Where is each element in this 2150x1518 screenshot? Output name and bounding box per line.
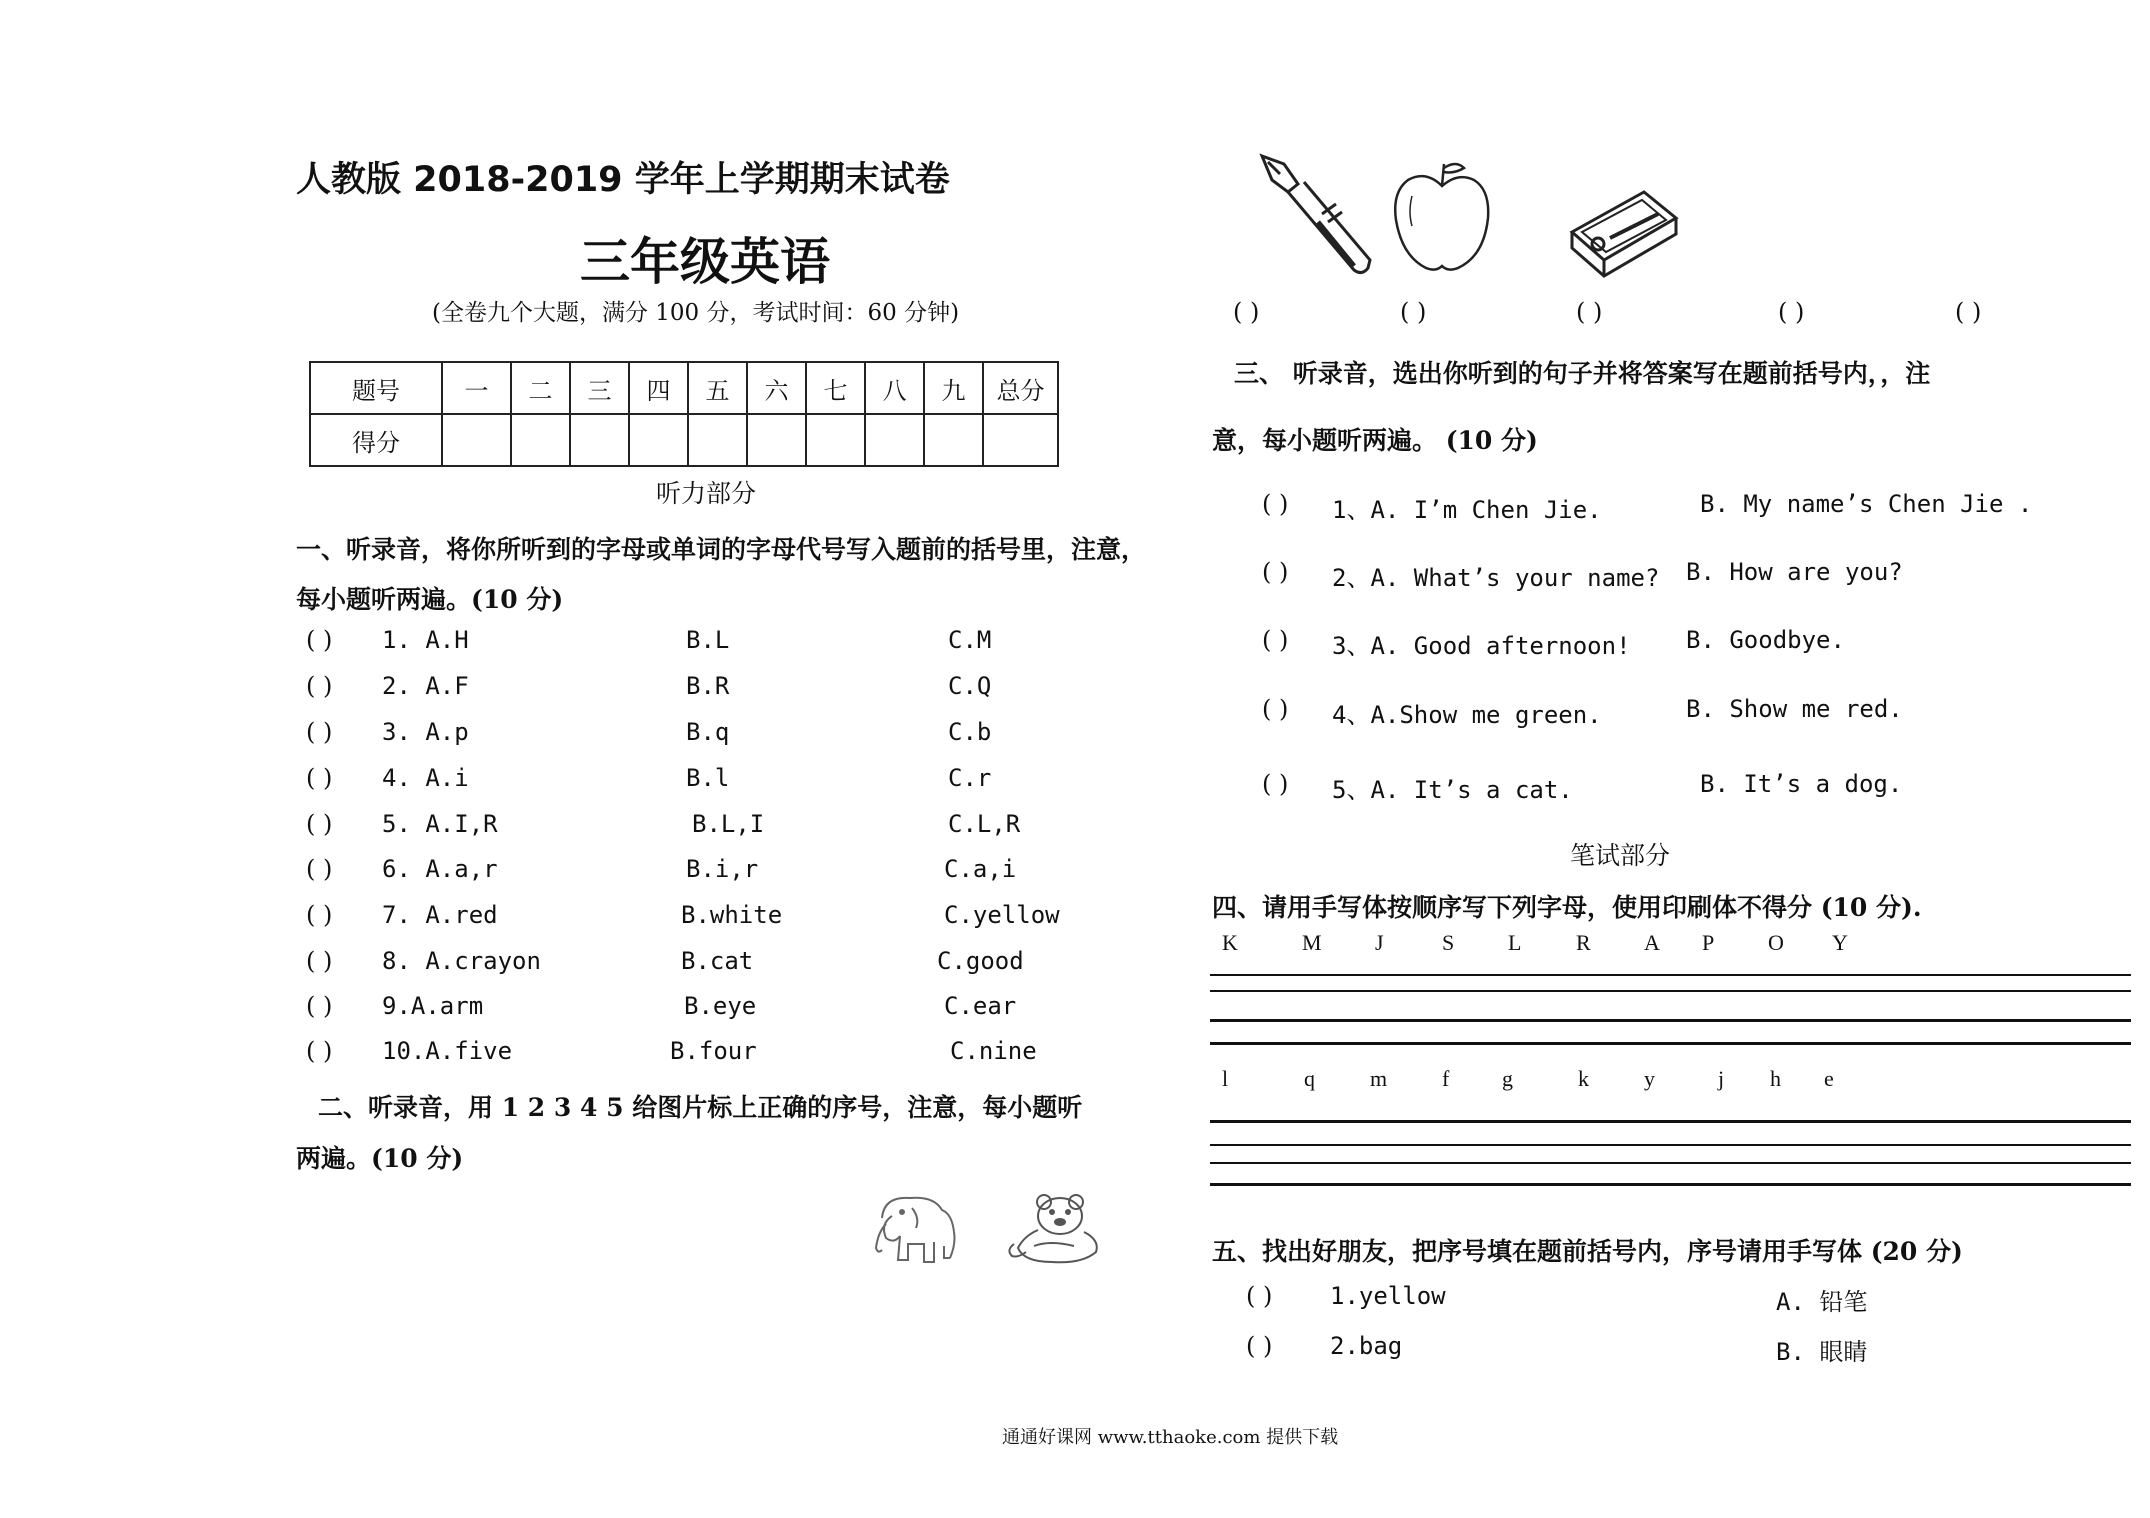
answer-paren[interactable]: ( ) [1246, 1282, 1273, 1310]
lowercase-letter: e [1824, 1066, 1834, 1091]
answer-paren[interactable]: ( ) [1246, 1332, 1273, 1360]
uppercase-letter: M [1302, 930, 1322, 955]
footer-credit: 通通好课网 www.tthaoke.com 提供下载 [1002, 1427, 1339, 1448]
lowercase-letter: m [1370, 1066, 1388, 1091]
option-c: C.r [948, 764, 992, 792]
exam-note: (全卷九个大题，满分 100 分，考试时间：60 分钟) [432, 300, 960, 326]
option-b: B. It’s a dog. [1700, 770, 1903, 798]
option-b: B.l [686, 764, 730, 792]
score-cell: 二 [511, 362, 570, 414]
picture-answer-paren[interactable]: ( ) [1576, 298, 1603, 326]
section2-instruction-line2: 两遍。(10 分) [296, 1144, 464, 1173]
picture-answer-paren[interactable]: ( ) [1955, 298, 1982, 326]
writing-line [1210, 1120, 2131, 1123]
option-b: B.cat [681, 947, 754, 975]
option-c: C.nine [950, 1037, 1037, 1065]
uppercase-letter: J [1375, 930, 1384, 955]
score-cell: 八 [865, 362, 924, 414]
answer-paren[interactable]: ( ) [1262, 558, 1289, 586]
lowercase-letter: y [1644, 1066, 1655, 1091]
writing-line [1210, 1162, 2131, 1164]
score-input-cell[interactable] [747, 414, 806, 466]
answer-paren[interactable]: ( ) [306, 810, 333, 838]
option-b: B.i,r [686, 855, 759, 883]
option-b: B. Goodbye. [1686, 626, 1845, 654]
option-b: B.white [681, 901, 783, 929]
answer-paren[interactable]: ( ) [1262, 770, 1289, 798]
score-input-cell[interactable] [688, 414, 747, 466]
uppercase-letter: L [1508, 930, 1522, 955]
match-right-item: A. 铅笔 [1776, 1288, 1868, 1316]
score-input-cell[interactable] [983, 414, 1058, 466]
exam-subtitle: 三年级英语 [580, 233, 830, 291]
uppercase-letter: A [1644, 930, 1660, 955]
answer-paren[interactable]: ( ) [306, 764, 333, 792]
answer-paren[interactable]: ( ) [306, 672, 333, 700]
score-cell: 五 [688, 362, 747, 414]
picture-answer-paren[interactable]: ( ) [1233, 298, 1260, 326]
lowercase-letter: h [1770, 1066, 1781, 1091]
answer-paren[interactable]: ( ) [1262, 490, 1289, 518]
question-number-option-a: 3. A.p [382, 718, 469, 746]
score-cell: 七 [806, 362, 865, 414]
elephant-picture [872, 1188, 964, 1268]
match-left-item: 1.yellow [1330, 1282, 1446, 1310]
option-a: 5、A. It’s a cat. [1332, 776, 1573, 804]
section1-instruction-line2: 每小题听两遍。(10 分) [296, 585, 564, 614]
uppercase-letter: R [1576, 930, 1591, 955]
picture-answer-paren[interactable]: ( ) [1778, 298, 1805, 326]
uppercase-letter: P [1702, 930, 1715, 955]
question-number-option-a: 9.A.arm [382, 992, 484, 1020]
writing-line [1210, 1183, 2131, 1186]
option-b: B.eye [684, 992, 757, 1020]
uppercase-letter: S [1442, 930, 1455, 955]
answer-paren[interactable]: ( ) [306, 992, 333, 1020]
option-b: B.R [686, 672, 730, 700]
writing-line [1210, 974, 2131, 976]
score-input-cell[interactable] [570, 414, 629, 466]
answer-paren[interactable]: ( ) [1262, 626, 1289, 654]
option-a: 3、A. Good afternoon! [1332, 632, 1631, 660]
section4-instruction: 四、请用手写体按顺序写下列字母，使用印刷体不得分 (10 分). [1212, 893, 1922, 922]
uppercase-letter: Y [1832, 930, 1848, 955]
option-a: 1、A. I’m Chen Jie. [1332, 496, 1602, 524]
answer-paren[interactable]: ( ) [306, 1037, 333, 1065]
pen-picture [1258, 152, 1372, 278]
lowercase-letter: k [1578, 1066, 1589, 1091]
uppercase-letter: K [1222, 930, 1238, 955]
section3-instruction-line2: 意，每小题听两遍。 (10 分) [1212, 426, 1538, 455]
exam-title: 人教版 2018-2019 学年上学期期末试卷 [296, 160, 950, 200]
score-table-score-row [310, 414, 1058, 466]
score-cell: 得分 [310, 414, 442, 466]
bear-picture [1004, 1184, 1106, 1270]
question-number-option-a: 10.A.five [382, 1037, 513, 1065]
answer-paren[interactable]: ( ) [306, 626, 333, 654]
picture-answer-paren[interactable]: ( ) [1400, 298, 1427, 326]
written-header: 笔试部分 [1570, 841, 1671, 870]
option-b: B.four [670, 1037, 757, 1065]
option-c: C.ear [944, 992, 1017, 1020]
option-b: B. How are you? [1686, 558, 1903, 586]
answer-paren[interactable]: ( ) [306, 901, 333, 929]
section3-instruction-line1: 三、 听录音，选出你听到的句子并将答案写在题前括号内，，注 [1234, 359, 1931, 388]
option-b: B.q [686, 718, 730, 746]
answer-paren[interactable]: ( ) [1262, 695, 1289, 723]
apple-picture [1392, 156, 1492, 274]
lowercase-letter: j [1718, 1066, 1725, 1091]
score-table-header-row [310, 362, 1058, 414]
score-cell: 三 [570, 362, 629, 414]
score-cell: 题号 [310, 362, 442, 414]
option-b: B. Show me red. [1686, 695, 1903, 723]
uppercase-letter: O [1768, 930, 1784, 955]
answer-paren[interactable]: ( ) [306, 947, 333, 975]
score-table [309, 361, 1059, 467]
lowercase-letter: l [1222, 1066, 1229, 1091]
writing-line [1210, 1019, 2131, 1022]
score-input-cell[interactable] [865, 414, 924, 466]
score-input-cell[interactable] [924, 414, 983, 466]
option-c: C.L,R [948, 810, 1021, 838]
score-input-cell[interactable] [629, 414, 688, 466]
score-cell: 一 [442, 362, 511, 414]
score-cell: 九 [924, 362, 983, 414]
question-number-option-a: 6. A.a,r [382, 855, 498, 883]
question-number-option-a: 5. A.I,R [382, 810, 498, 838]
option-b: B.L [686, 626, 730, 654]
question-number-option-a: 2. A.F [382, 672, 469, 700]
option-c: C.b [948, 718, 992, 746]
option-c: C.Q [948, 672, 992, 700]
option-c: C.a,i [944, 855, 1017, 883]
lowercase-letter: g [1502, 1066, 1513, 1091]
answer-paren[interactable]: ( ) [306, 855, 333, 883]
lowercase-letter: q [1304, 1066, 1315, 1091]
writing-line [1210, 1042, 2131, 1045]
question-number-option-a: 1. A.H [382, 626, 469, 654]
section1-instruction-line1: 一、听录音，将你所听到的字母或单词的字母代号写入题前的括号里，注意， [296, 535, 1147, 564]
question-number-option-a: 8. A.crayon [382, 947, 541, 975]
writing-line [1210, 1144, 2131, 1146]
score-cell: 总分 [983, 362, 1058, 414]
score-input-cell[interactable] [806, 414, 865, 466]
score-input-cell[interactable] [511, 414, 570, 466]
option-c: C.M [948, 626, 992, 654]
pencil-box-picture [1568, 184, 1680, 278]
option-a: 4、A.Show me green. [1332, 701, 1602, 729]
score-cell: 六 [747, 362, 806, 414]
option-b: B. My name’s Chen Jie . [1700, 490, 2033, 518]
option-a: 2、A. What’s your name? [1332, 564, 1660, 592]
match-right-item: B. 眼睛 [1776, 1338, 1868, 1366]
score-cell: 四 [629, 362, 688, 414]
question-number-option-a: 4. A.i [382, 764, 469, 792]
score-input-cell[interactable] [442, 414, 511, 466]
option-c: C.good [937, 947, 1024, 975]
option-b: B.L,I [692, 810, 765, 838]
option-c: C.yellow [944, 901, 1060, 929]
question-number-option-a: 7. A.red [382, 901, 498, 929]
match-left-item: 2.bag [1330, 1332, 1403, 1360]
section2-instruction-line1: 二、听录音，用 1 2 3 4 5 给图片标上正确的序号，注意，每小题听 [318, 1093, 1083, 1122]
section5-instruction: 五、找出好朋友，把序号填在题前括号内，序号请用手写体 (20 分) [1212, 1237, 1963, 1266]
answer-paren[interactable]: ( ) [306, 718, 333, 746]
lowercase-letter: f [1442, 1066, 1450, 1091]
writing-line [1210, 990, 2131, 992]
listening-header: 听力部分 [656, 479, 757, 508]
